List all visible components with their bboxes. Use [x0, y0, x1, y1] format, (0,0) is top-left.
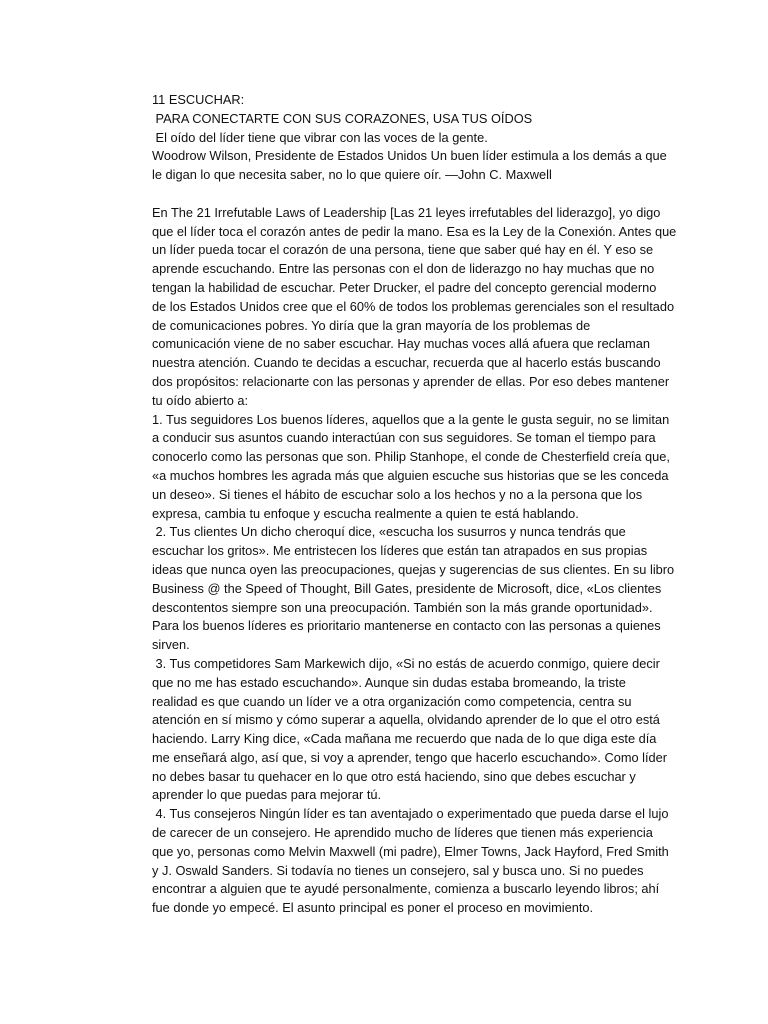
paragraph-line: a conducir sus asuntos cuando interactúan con sus seguidores. Se toman el tiempo para — [152, 430, 656, 446]
chapter-subheading: PARA CONECTARTE CON SUS CORAZONES, USA TUS OÍDOS — [152, 110, 533, 126]
paragraph-line: que el líder toca el corazón antes de pedir la mano. Esa es la Ley de la Conexión. Antes que — [152, 223, 677, 239]
paragraph-line: tengan la habilidad de escuchar. Peter Drucker, el padre del concepto gerencial moderno — [152, 279, 657, 295]
document-body — [152, 91, 722, 918]
paragraph-line: 4. Tus consejeros Ningún líder es tan aventajado o experimentado que pueda darse el lujo — [152, 806, 669, 822]
paragraph-line: que no me has estado escuchando». Aunque sin dudas estaba bromeando, la triste — [152, 674, 626, 690]
opening-quote — [152, 147, 722, 185]
chapter-epigraph: El oído del líder tiene que vibrar con las voces de la gente. — [152, 129, 488, 145]
paragraph-line: un deseo». Si tienes el hábito de escuchar solo a los hechos y no a la persona que los — [152, 486, 643, 502]
paragraph-line: descontentos siempre son una preocupación. También son la más grande oportunidad». — [152, 599, 653, 615]
paragraph-line: Business @ the Speed of Thought, Bill Gates, presidente de Microsoft, dice, «Los clientes — [152, 580, 662, 596]
paragraph-line: «a muchos hombres les agrada más que alguien escuche sus historias que se les conceda — [152, 467, 669, 483]
paragraph-line: 2. Tus clientes Un dicho cheroquí dice, «escucha los susurros y nunca tendrás que — [152, 524, 626, 540]
chapter-heading: 11 ESCUCHAR: — [152, 92, 245, 107]
paragraph-line: y J. Oswald Sanders. Si todavía no tienes un consejero, sal y busca uno. Si no puedes — [152, 862, 644, 878]
section-followers — [152, 411, 722, 524]
paragraph-line: ideas que nunca oyen las preocupaciones, quejas y sugerencias de sus clientes. En su libro — [152, 561, 675, 577]
paragraph-line: comunicación viene de no saber escuchar. Hay muchas voces allá afuera que reclaman — [152, 336, 650, 352]
paragraph-line: me enseñará algo, así que, si voy a aprender, tengo que hacerlo escuchando». Como líder — [152, 749, 668, 765]
paragraph-line: haciendo. Larry King dice, «Cada mañana me recuerdo que nada de lo que diga este día — [152, 731, 657, 747]
paragraph-line: 1. Tus seguidores Los buenos líderes, aquellos que a la gente le gusta seguir, no se limitan — [152, 411, 670, 427]
paragraph-line: conocerlo como las personas que son. Philip Stanhope, el conde de Chesterfield creía que, — [152, 449, 670, 465]
paragraph-line: sirven. — [152, 637, 190, 653]
paragraph-line: de comunicaciones pobres. Yo diría que la gran mayoría de los problemas de — [152, 317, 591, 333]
paragraph-line: Para los buenos líderes es prioritario mantenerse en contacto con las personas a quienes — [152, 618, 661, 634]
paragraph-line: aprende escuchando. Entre las personas con el don de liderazgo no hay muchas que no — [152, 261, 655, 277]
paragraph-line: aprender lo que puedas para mejorar tú. — [152, 787, 382, 803]
paragraph-line: de carecer de un consejero. He aprendido mucho de líderes que tienen más experiencia — [152, 825, 653, 841]
quote-line: le digan lo que necesita saber, no lo que quiere oír. —John C. Maxwell — [152, 167, 552, 183]
paragraph-line: que yo, personas como Melvin Maxwell (mi padre), Elmer Towns, Jack Hayford, Fred Smith — [152, 843, 669, 859]
paragraph-line: nuestra atención. Cuando te decidas a escuchar, recuerda que al hacerlo estás buscando — [152, 355, 661, 371]
paragraph-line: expresa, cambia tu enfoque y escucha realmente a quien te está hablando. — [152, 505, 579, 521]
paragraph-line: 3. Tus competidores Sam Markewich dijo, «Si no estás de acuerdo conmigo, quiere decir — [152, 655, 660, 671]
paragraph-spacer — [152, 185, 722, 204]
paragraph-line: atención en sí mismo y cómo superar a aquella, olvidando aprender de lo que el otro está — [152, 712, 660, 728]
intro-paragraph — [152, 204, 722, 411]
paragraph-line: de los Estados Unidos cree que el 60% de todos los problemas gerenciales son el resultado — [152, 298, 675, 314]
paragraph-line: fue donde yo empecé. El asunto principal es poner el proceso en movimiento. — [152, 900, 594, 916]
section-competitors — [152, 655, 722, 805]
section-clients — [152, 523, 722, 655]
paragraph-line: un líder pueda tocar el corazón de una persona, tiene que saber qué hay en él. Y eso se — [152, 242, 654, 258]
quote-line: Woodrow Wilson, Presidente de Estados Unidos Un buen líder estimula a los demás a que — [152, 148, 667, 164]
paragraph-line: encontrar a alguien que te ayudé personalmente, comienza a buscarlo leyendo libros; ahí — [152, 881, 660, 897]
paragraph-line: En The 21 Irrefutable Laws of Leadership [Las 21 leyes irrefutables del liderazgo], yo digo — [152, 204, 661, 220]
paragraph-line: dos propósitos: relacionarte con las personas y aprender de ellas. Por eso debes mantener — [152, 373, 670, 389]
paragraph-line: tu oído abierto a: — [152, 392, 249, 408]
paragraph-line: no debes basar tu quehacer en lo que otro está haciendo, sino que debes escuchar y — [152, 768, 636, 784]
paragraph-line: escuchar los gritos». Me entristecen los líderes que están tan atrapados en sus propias — [152, 543, 648, 559]
paragraph-line: realidad es que cuando un líder ve a otra organización como competencia, centra su — [152, 693, 632, 709]
section-advisors — [152, 805, 722, 918]
